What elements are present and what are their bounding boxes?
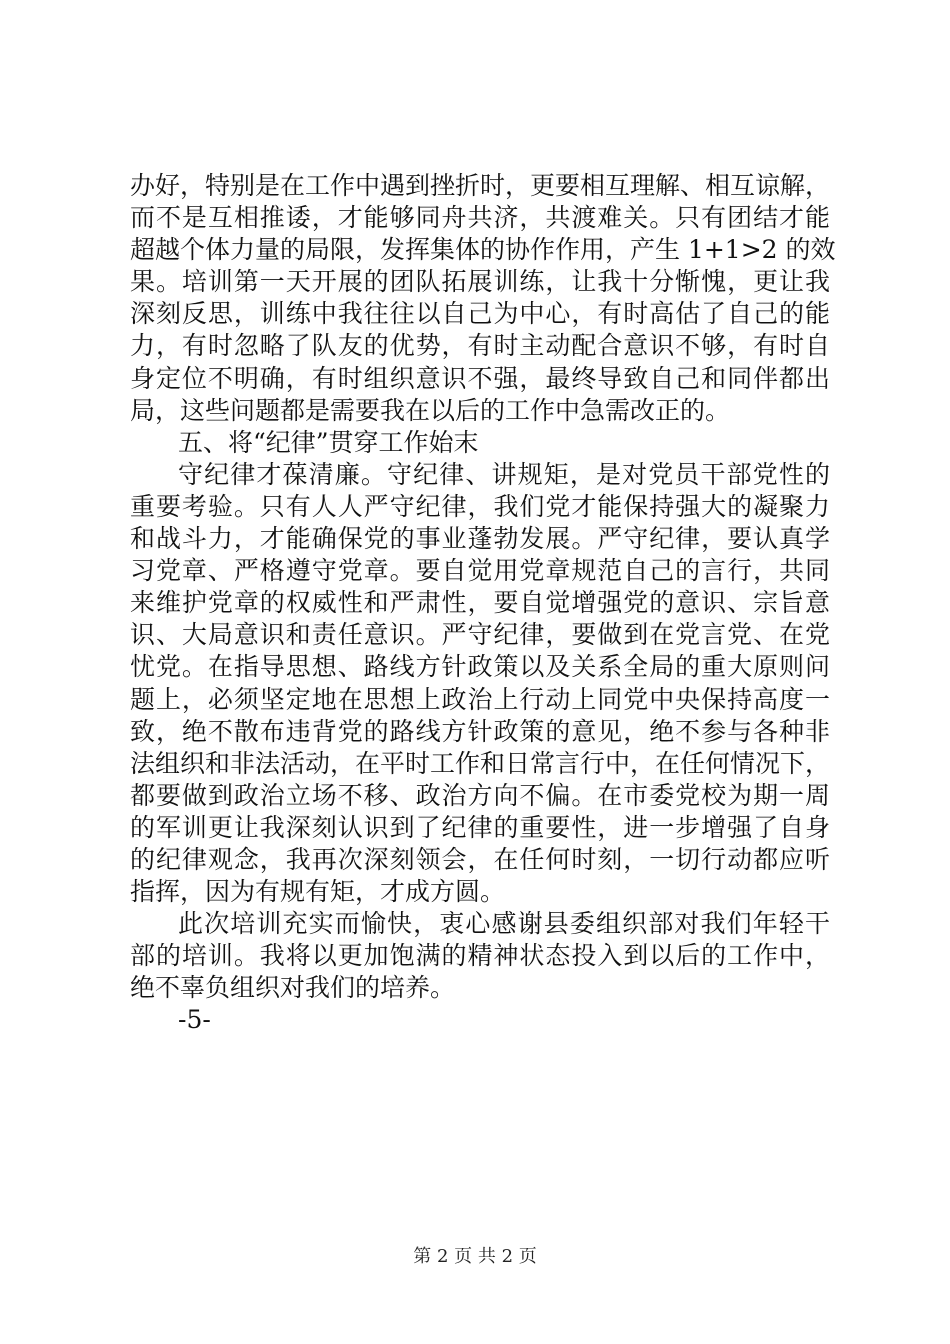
paragraph-line: 果。培训第一天开展的团队拓展训练，让我十分惭愧，更让我 [130,267,830,297]
paragraph-line: 重要考验。只有人人严守纪律，我们党才能保持强大的凝聚力 [130,491,830,521]
paragraph-line: 身定位不明确，有时组织意识不强，最终导致自己和同伴都出 [130,363,830,393]
paragraph-line: 识、大局意识和责任意识。严守纪律，要做到在党言党、在党 [130,620,830,650]
paragraph-line: 超越个体力量的局限，发挥集体的协作作用，产生 1+1>2 的效 [130,235,836,265]
paragraph-line: 忧党。在指导思想、路线方针政策以及关系全局的重大原则问 [130,652,830,682]
paragraph-line: 局，这些问题都是需要我在以后的工作中急需改正的。 [130,395,731,425]
paragraph-line: 而不是互相推诿，才能够同舟共济，共渡难关。只有团结才能 [130,203,830,233]
paragraph-line: 深刻反思，训练中我往往以自己为中心，有时高估了自己的能 [130,299,830,329]
inline-page-number: -5- [178,1005,211,1035]
paragraph-line: 习党章、严格遵守党章。要自觉用党章规范自己的言行，共同 [130,556,830,586]
paragraph-line: 指挥，因为有规有矩，才成方圆。 [130,877,506,907]
paragraph-line: 法组织和非法活动，在平时工作和日常言行中，在任何情况下， [130,748,831,778]
paragraph-line: 题上，必须坚定地在思想上政治上行动上同党中央保持高度一 [130,684,830,714]
section-heading: 五、将“纪律”贯穿工作始末 [178,427,479,457]
paragraph-line: 力，有时忽略了队友的优势，有时主动配合意识不够，有时自 [130,331,830,361]
paragraph-line: 的纪律观念，我再次深刻领会，在任何时刻，一切行动都应听 [130,844,830,874]
paragraph-line: 部的培训。我将以更加饱满的精神状态投入到以后的工作中， [130,941,830,971]
paragraph-line: 的军训更让我深刻认识到了纪律的重要性，进一步增强了自身 [130,812,830,842]
paragraph-line: 守纪律才葆清廉。守纪律、讲规矩，是对党员干部党性的 [178,459,830,489]
paragraph-line: 来维护党章的权威性和严肃性，要自觉增强党的意识、宗旨意 [130,588,830,618]
paragraph-line: 都要做到政治立场不移、政治方向不偏。在市委党校为期一周 [130,780,830,810]
paragraph-line: 和战斗力，才能确保党的事业蓬勃发展。严守纪律，要认真学 [130,524,830,554]
paragraph-line: 致，绝不散布违背党的路线方针政策的意见，绝不参与各种非 [130,716,830,746]
document-body [130,170,836,1037]
paragraph-line: 绝不辜负组织对我们的培养。 [130,973,456,1003]
paragraph-line: 此次培训充实而愉快，衷心感谢县委组织部对我们年轻干 [178,909,830,939]
paragraph-line: 办好，特别是在工作中遇到挫折时，更要相互理解、相互谅解， [130,171,831,200]
page-footer: 第 2 页 共 2 页 [413,1246,537,1267]
